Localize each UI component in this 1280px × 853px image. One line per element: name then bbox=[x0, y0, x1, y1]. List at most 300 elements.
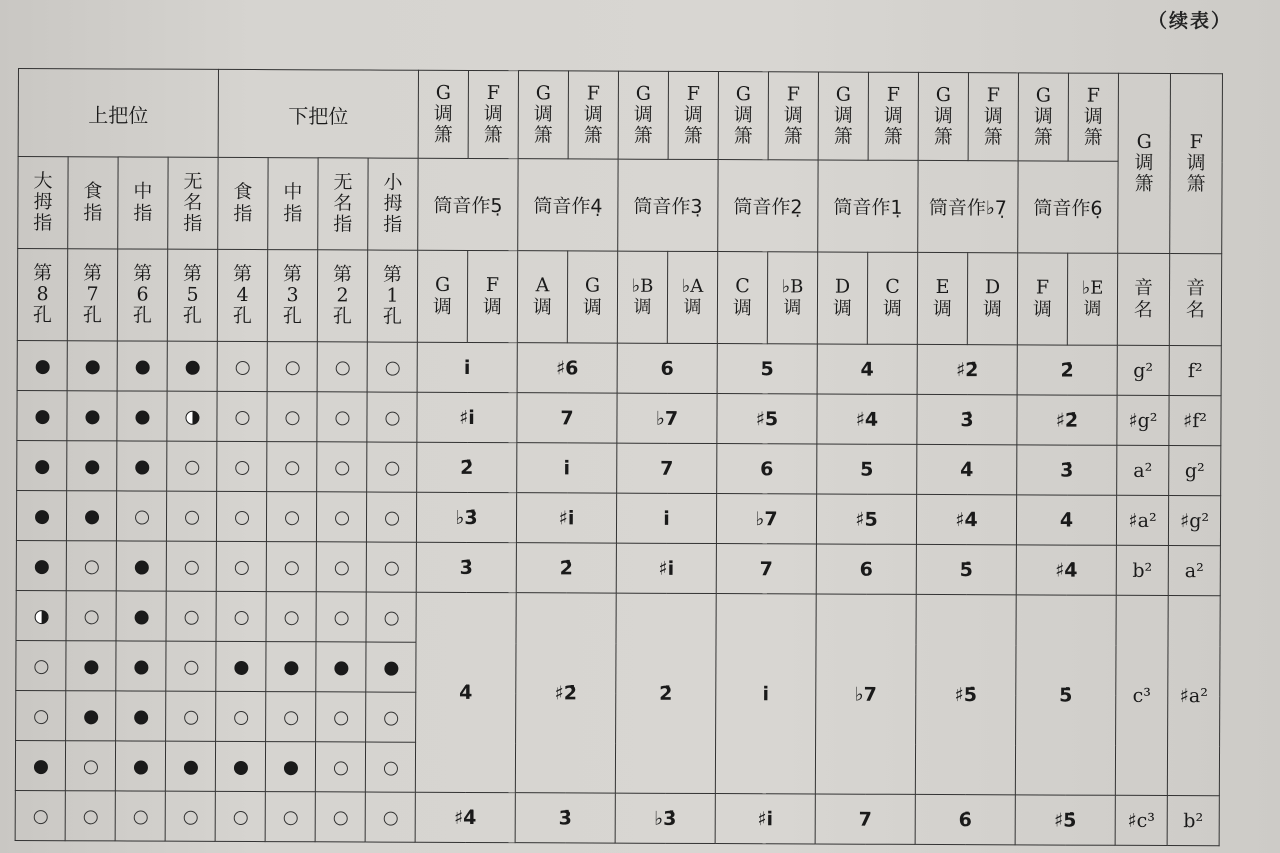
hole-cell bbox=[17, 390, 67, 440]
finger-label bbox=[168, 157, 218, 249]
hole-open-icon bbox=[335, 511, 349, 525]
hole-cell bbox=[367, 342, 417, 392]
hole-cell bbox=[317, 342, 367, 392]
char: 小 bbox=[383, 171, 403, 194]
char: 第 bbox=[183, 262, 203, 285]
cell-text: 筒音作2̣ bbox=[733, 196, 803, 219]
hole-cell bbox=[267, 442, 317, 492]
cell-text: ♯5 bbox=[755, 407, 779, 430]
cell-text: ♯a² bbox=[1179, 684, 1208, 707]
hole-cell bbox=[66, 541, 116, 591]
char: 调 bbox=[882, 297, 903, 320]
hole-cell bbox=[165, 791, 215, 841]
finger-label bbox=[68, 157, 118, 249]
hole-cell bbox=[365, 792, 415, 842]
char: F bbox=[886, 83, 901, 106]
jianpu-note bbox=[717, 444, 817, 494]
char: 孔 bbox=[132, 304, 152, 327]
char: 中 bbox=[283, 181, 303, 204]
hole-cell bbox=[216, 641, 266, 691]
hole-cell bbox=[266, 592, 316, 642]
cell-text: 3̇ bbox=[459, 556, 473, 579]
cell-text: ♭3̇ bbox=[455, 506, 478, 529]
char: 指 bbox=[183, 212, 203, 235]
key-header-flute bbox=[468, 70, 518, 158]
char: 6 bbox=[136, 283, 149, 306]
cell-text: 5 bbox=[760, 357, 774, 380]
hole-cell bbox=[67, 341, 117, 391]
hole-cell bbox=[166, 541, 216, 591]
hole-closed-icon bbox=[35, 360, 49, 374]
char: 调 bbox=[482, 295, 503, 318]
jianpu-note bbox=[817, 344, 917, 394]
key-label bbox=[417, 250, 467, 342]
char: 无 bbox=[333, 170, 353, 194]
jianpu-note bbox=[515, 793, 615, 843]
char: 调 bbox=[1134, 151, 1154, 174]
hole-cell bbox=[66, 591, 116, 641]
cell-text: ♭7 bbox=[655, 407, 679, 430]
hole-open-icon bbox=[385, 411, 399, 425]
cell-text: ♯g² bbox=[1179, 509, 1210, 532]
char: 调 bbox=[983, 105, 1003, 128]
char: 名 bbox=[1185, 298, 1206, 321]
char: G bbox=[435, 81, 452, 104]
char: 调 bbox=[533, 103, 553, 126]
hole-cell bbox=[216, 541, 266, 591]
char: F bbox=[1086, 84, 1101, 107]
hole-cell bbox=[66, 491, 116, 541]
hole-cell bbox=[367, 442, 417, 492]
table-row bbox=[15, 790, 1219, 845]
hole-open-icon bbox=[384, 561, 398, 575]
hole-closed-icon bbox=[135, 410, 149, 424]
jianpu-note bbox=[716, 544, 816, 594]
char: 调 bbox=[832, 297, 853, 320]
cell-text: i̇ bbox=[762, 682, 770, 705]
hole-closed-icon bbox=[135, 360, 149, 374]
char: 调 bbox=[483, 102, 503, 125]
char: 拇 bbox=[383, 192, 403, 215]
char: 箫 bbox=[1033, 126, 1053, 149]
pitch-name-f bbox=[1169, 446, 1221, 496]
hole-closed-icon bbox=[384, 661, 398, 675]
hole-closed-icon bbox=[134, 660, 148, 674]
hole-open-icon bbox=[235, 510, 249, 524]
char: 指 bbox=[133, 202, 153, 225]
hole-cell bbox=[166, 641, 216, 691]
char: 调 bbox=[683, 103, 703, 126]
hole-cell bbox=[65, 741, 115, 791]
char: D bbox=[984, 276, 1001, 299]
char: 孔 bbox=[232, 305, 252, 328]
jianpu-note bbox=[1015, 795, 1115, 845]
char: C bbox=[885, 276, 900, 299]
hole-open-icon bbox=[184, 560, 198, 574]
hole-open-icon bbox=[335, 361, 349, 375]
pitch-name-g bbox=[1116, 495, 1168, 545]
char: 箫 bbox=[1186, 173, 1206, 196]
key-header-flute bbox=[1018, 73, 1068, 161]
pitch-name-g bbox=[1115, 595, 1168, 795]
key-label bbox=[1017, 253, 1067, 345]
key-label bbox=[567, 251, 617, 343]
key-header-flute bbox=[918, 72, 968, 160]
key-label bbox=[967, 253, 1017, 345]
char: F bbox=[786, 82, 801, 106]
hole-cell bbox=[166, 591, 216, 641]
hole-closed-icon bbox=[283, 761, 297, 775]
jianpu-note bbox=[515, 593, 616, 793]
char: G bbox=[1136, 130, 1152, 153]
hole-open-icon bbox=[234, 710, 248, 724]
hole-open-icon bbox=[185, 460, 199, 474]
jianpu-note bbox=[415, 792, 515, 842]
hole-cell bbox=[16, 690, 66, 740]
cell-text: ♯5 bbox=[855, 508, 878, 531]
tong-yin-header bbox=[1018, 161, 1118, 253]
hole-closed-icon bbox=[133, 760, 147, 774]
cell-text: ♯2̇ bbox=[554, 681, 578, 704]
hole-cell bbox=[116, 591, 166, 641]
char: 孔 bbox=[282, 305, 302, 328]
char: 调 bbox=[732, 296, 753, 319]
char: 箫 bbox=[583, 124, 603, 147]
hole-open-icon bbox=[84, 560, 98, 574]
key-label bbox=[817, 252, 867, 344]
cell-text: i̇ bbox=[463, 356, 471, 379]
cell-text: 6̇ bbox=[958, 808, 972, 831]
key-header-flute bbox=[518, 71, 568, 159]
cell-text: 2̇ bbox=[659, 682, 673, 705]
hole-cell bbox=[265, 792, 315, 842]
tong-yin-header bbox=[918, 160, 1018, 252]
cell-text: ♭3̇ bbox=[654, 807, 677, 830]
jianpu-note bbox=[1017, 345, 1117, 395]
char: 食 bbox=[233, 181, 253, 204]
hole-cell bbox=[115, 791, 165, 841]
char: E bbox=[935, 276, 950, 299]
hole-cell bbox=[167, 441, 217, 491]
hole-closed-icon bbox=[85, 360, 99, 374]
hole-open-icon bbox=[84, 610, 98, 624]
jianpu-note bbox=[717, 344, 817, 394]
tong-yin-header bbox=[518, 159, 618, 251]
tong-yin-header bbox=[618, 159, 718, 251]
tong-yin-header bbox=[418, 158, 518, 250]
char: 拇 bbox=[33, 190, 53, 214]
hole-open-icon bbox=[184, 660, 198, 674]
cell-text: ♯i̇ bbox=[558, 506, 575, 529]
hole-cell bbox=[117, 341, 167, 391]
hole-open-icon bbox=[233, 810, 247, 824]
cell-text: 7 bbox=[560, 406, 574, 429]
jianpu-note bbox=[815, 794, 915, 844]
cell-text: 6 bbox=[859, 558, 873, 581]
jianpu-note bbox=[916, 494, 1016, 544]
hole-closed-icon bbox=[183, 760, 197, 774]
jianpu-note bbox=[417, 442, 517, 492]
table-row bbox=[16, 540, 1220, 595]
table-row bbox=[16, 490, 1220, 545]
hole-open-icon bbox=[385, 361, 399, 375]
finger-label bbox=[368, 158, 418, 250]
cell-text: 筒音作6̣ bbox=[1033, 197, 1103, 220]
key-header-flute bbox=[418, 70, 468, 158]
key-char: 调 bbox=[683, 296, 702, 318]
key-letter: ♭E bbox=[1081, 277, 1104, 300]
jianpu-note bbox=[815, 594, 916, 794]
hole-open-icon bbox=[83, 810, 97, 824]
hole-cell bbox=[16, 640, 66, 690]
key-letter: ♭B bbox=[781, 276, 804, 298]
hole-closed-icon bbox=[85, 460, 99, 474]
key-label bbox=[767, 252, 817, 344]
char: F bbox=[485, 274, 500, 297]
key-label bbox=[467, 250, 517, 342]
cell-text: 筒音作4̣ bbox=[533, 195, 603, 218]
hole-number bbox=[17, 249, 67, 341]
jianpu-note bbox=[617, 443, 717, 493]
hole-open-icon bbox=[284, 711, 298, 725]
jianpu-note bbox=[1017, 445, 1117, 495]
cell-text: 3̇ bbox=[960, 408, 974, 431]
key-header-flute bbox=[868, 72, 918, 160]
hole-cell bbox=[315, 742, 365, 792]
char: F bbox=[486, 81, 501, 104]
jianpu-note bbox=[415, 592, 516, 792]
tong-yin-header bbox=[818, 160, 918, 252]
hole-number bbox=[367, 250, 417, 342]
jianpu-note bbox=[715, 794, 815, 844]
cell-text: 7 bbox=[759, 557, 773, 580]
hole-closed-icon bbox=[234, 660, 248, 674]
hole-open-icon bbox=[235, 410, 249, 424]
hole-open-icon bbox=[283, 811, 297, 825]
hole-cell bbox=[116, 541, 166, 591]
hole-cell bbox=[366, 592, 416, 642]
hole-cell bbox=[167, 391, 217, 441]
char: 第 bbox=[33, 261, 53, 284]
hole-cell bbox=[166, 691, 216, 741]
jianpu-note bbox=[915, 794, 1015, 844]
hole-cell bbox=[66, 691, 116, 741]
hole-closed-icon bbox=[85, 410, 99, 424]
cell-text: 3̇ bbox=[558, 806, 572, 829]
hole-cell bbox=[316, 692, 366, 742]
char: A bbox=[535, 274, 550, 297]
hole-open-icon bbox=[384, 711, 398, 725]
hole-cell bbox=[67, 441, 117, 491]
char: G bbox=[835, 83, 852, 106]
jianpu-note bbox=[416, 542, 516, 592]
hole-closed-icon bbox=[33, 760, 47, 774]
char: 食 bbox=[83, 180, 103, 203]
hole-open-icon bbox=[333, 761, 347, 775]
cell-text: i̇ bbox=[663, 507, 670, 530]
hole-cell bbox=[17, 440, 67, 490]
cell-text: 5 bbox=[860, 458, 874, 481]
cell-text: ♯2̇ bbox=[955, 358, 979, 381]
hole-cell bbox=[365, 742, 415, 792]
hole-number bbox=[67, 249, 117, 341]
continued-label: （续表） bbox=[1147, 10, 1232, 32]
hole-closed-icon bbox=[334, 661, 348, 675]
char: F bbox=[686, 82, 701, 105]
char: 箫 bbox=[883, 125, 903, 148]
jianpu-note bbox=[817, 394, 917, 444]
cell-text: g² bbox=[1133, 359, 1154, 382]
finger-label bbox=[218, 157, 268, 249]
char: 无 bbox=[183, 170, 203, 193]
char: 音 bbox=[1133, 277, 1154, 300]
key-letter: ♭A bbox=[681, 276, 704, 298]
char: G bbox=[535, 81, 552, 104]
char: 孔 bbox=[182, 304, 202, 327]
char: 调 bbox=[1083, 105, 1103, 128]
char: 大 bbox=[33, 169, 53, 192]
pitch-name-g bbox=[1116, 545, 1168, 595]
jianpu-note bbox=[917, 394, 1017, 444]
jianpu-note bbox=[416, 492, 516, 542]
char: 箫 bbox=[433, 123, 453, 147]
hole-open-icon bbox=[135, 510, 149, 524]
char: 孔 bbox=[82, 304, 102, 327]
jianpu-note bbox=[616, 493, 716, 543]
jianpu-note bbox=[816, 494, 916, 544]
cell-text: 2̇ bbox=[460, 456, 474, 479]
cell-text: ♯g² bbox=[1128, 409, 1158, 432]
hole-open-icon bbox=[284, 611, 298, 625]
hole-open-icon bbox=[184, 610, 198, 624]
hole-open-icon bbox=[285, 411, 299, 425]
hole-open-icon bbox=[385, 461, 399, 475]
upper-hand-header bbox=[18, 69, 218, 158]
char: G bbox=[1035, 84, 1052, 107]
jianpu-note bbox=[1016, 495, 1116, 545]
char: 调 bbox=[783, 104, 803, 127]
hole-cell bbox=[167, 341, 217, 391]
char: G bbox=[635, 82, 652, 105]
char: 孔 bbox=[382, 305, 402, 328]
cell-text: c³ bbox=[1132, 684, 1151, 707]
char: 调 bbox=[432, 295, 453, 318]
cell-text: 4̇ bbox=[960, 458, 974, 481]
char: 箫 bbox=[633, 124, 653, 147]
hole-cell bbox=[15, 790, 65, 840]
hole-cell bbox=[66, 641, 116, 691]
char: 5 bbox=[186, 283, 199, 306]
jianpu-note bbox=[615, 793, 715, 843]
hole-cell bbox=[67, 391, 117, 441]
char: 箫 bbox=[833, 125, 853, 148]
finger-label bbox=[268, 158, 318, 250]
cell-text: 筒音作♭7̣ bbox=[928, 196, 1007, 220]
cell-text: 上把位 bbox=[88, 103, 149, 128]
hole-closed-icon bbox=[134, 710, 148, 724]
char: F bbox=[586, 82, 601, 105]
hole-open-icon bbox=[384, 611, 398, 625]
key-label bbox=[617, 251, 667, 343]
char: 调 bbox=[883, 104, 903, 127]
hole-open-icon bbox=[33, 810, 47, 824]
key-header-flute bbox=[568, 71, 618, 159]
hole-closed-icon bbox=[85, 510, 99, 524]
char: 调 bbox=[633, 103, 653, 126]
hole-cell bbox=[117, 441, 167, 491]
hole-open-icon bbox=[83, 760, 97, 774]
cell-text: ♯4̇ bbox=[1055, 559, 1078, 582]
key-label bbox=[667, 251, 717, 343]
hole-cell bbox=[366, 492, 416, 542]
hole-cell bbox=[166, 491, 216, 541]
hole-open-icon bbox=[285, 461, 299, 475]
char: 第 bbox=[283, 262, 303, 285]
char: 指 bbox=[383, 213, 403, 236]
char: 箫 bbox=[733, 125, 753, 148]
hole-number bbox=[267, 250, 317, 342]
char: 4 bbox=[236, 283, 249, 306]
char: 指 bbox=[83, 201, 103, 224]
table-row bbox=[18, 69, 1222, 162]
char: 调 bbox=[582, 295, 603, 319]
cell-text: f² bbox=[1187, 359, 1203, 382]
hole-cell bbox=[366, 692, 416, 742]
hole-open-icon bbox=[235, 460, 249, 474]
pitch-name-header bbox=[1169, 254, 1221, 346]
cell-text: 筒音作5̣ bbox=[433, 194, 503, 218]
hole-open-icon bbox=[334, 611, 348, 625]
hole-cell bbox=[265, 742, 315, 792]
char: 中 bbox=[133, 180, 153, 203]
char: 调 bbox=[1033, 105, 1053, 128]
pitch-name-g bbox=[1115, 795, 1167, 845]
jianpu-note bbox=[916, 544, 1016, 594]
jianpu-note bbox=[1015, 595, 1116, 795]
jianpu-note bbox=[817, 444, 917, 494]
hole-open-icon bbox=[335, 461, 349, 475]
hole-cell bbox=[316, 642, 366, 692]
hole-closed-icon bbox=[34, 560, 48, 574]
hole-closed-icon bbox=[35, 410, 49, 424]
jianpu-note bbox=[816, 544, 916, 594]
char: C bbox=[735, 275, 750, 298]
hole-open-icon bbox=[383, 811, 397, 825]
hole-cell bbox=[216, 491, 266, 541]
cell-text: 4̇ bbox=[459, 681, 473, 704]
hole-open-icon bbox=[334, 561, 348, 575]
jianpu-note bbox=[517, 443, 617, 493]
hole-cell bbox=[367, 392, 417, 442]
cell-text: 7 bbox=[858, 808, 872, 831]
hole-open-icon bbox=[284, 561, 298, 575]
cell-text: b² bbox=[1132, 559, 1153, 582]
pitch-name-f bbox=[1169, 396, 1221, 446]
pitch-name-f bbox=[1167, 796, 1219, 846]
char: 3 bbox=[286, 284, 299, 307]
hole-cell bbox=[266, 492, 316, 542]
cell-text: i̇ bbox=[563, 456, 571, 479]
cell-text: 2̇ bbox=[559, 556, 573, 579]
jianpu-note bbox=[516, 493, 616, 543]
jianpu-note bbox=[417, 392, 517, 442]
hole-open-icon bbox=[185, 510, 199, 524]
char: 箫 bbox=[1083, 126, 1103, 149]
hole-cell bbox=[217, 441, 267, 491]
jianpu-note bbox=[917, 444, 1017, 494]
hole-cell bbox=[217, 341, 267, 391]
char: F bbox=[1189, 130, 1203, 153]
